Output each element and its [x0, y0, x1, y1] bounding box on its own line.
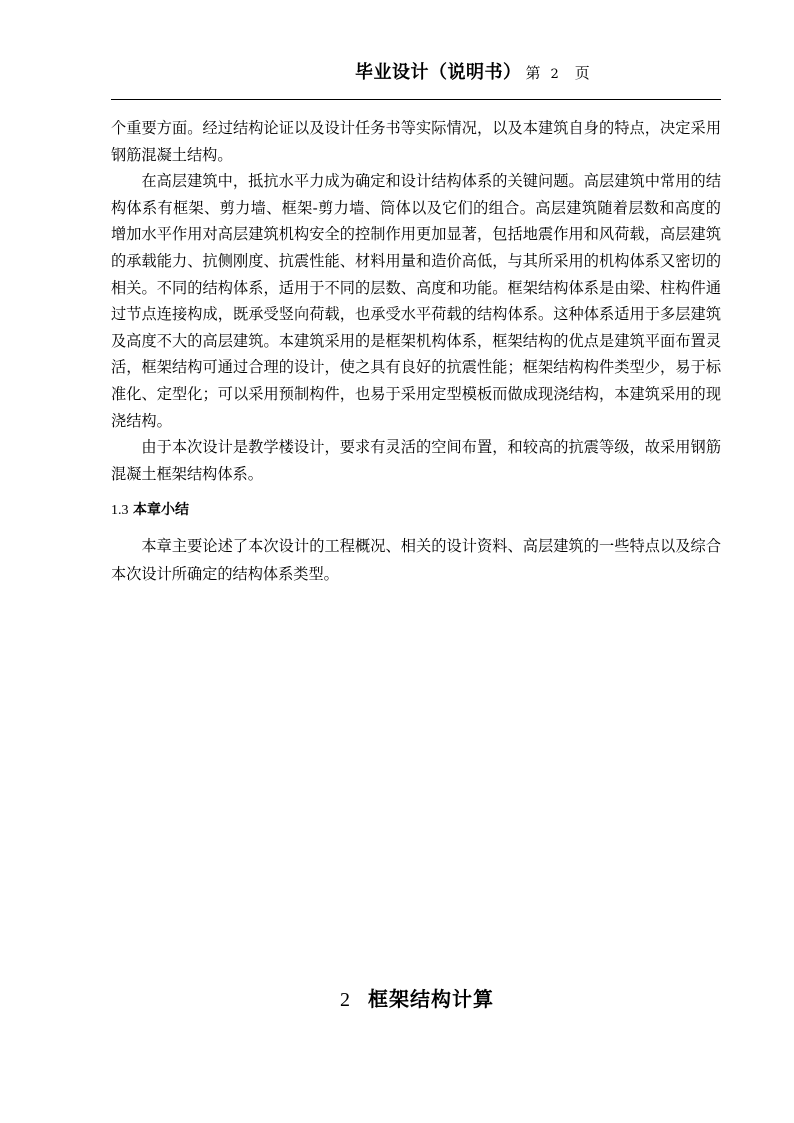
header-page-suffix: 页 [574, 64, 590, 82]
paragraph-structure-conclusion: 由于本次设计是教学楼设计，要求有灵活的空间布置，和较高的抗震等级，故采用钢筋混凝土框架结构体系。 [111, 438, 721, 483]
section-number: 1.3 [111, 503, 129, 519]
chapter-heading [0, 983, 794, 1012]
chapter-title: 框架结构计算 [368, 987, 494, 1011]
header-divider [111, 99, 721, 100]
chapter-number: 2 [340, 989, 350, 1011]
page-header [355, 58, 715, 88]
section-title: 本章小结 [132, 502, 189, 519]
body-text [111, 115, 721, 588]
header-title: 毕业设计（说明书） [355, 62, 522, 83]
paragraph-continued: 个重要方面。经过结构论证以及设计任务书等实际情况，以及本建筑自身的特点，决定采用钢筋混凝土结构。 [111, 119, 721, 164]
header-page-prefix: 第 [525, 64, 541, 82]
header-page-number: 2 [550, 67, 559, 82]
paragraph-chapter-summary: 本章主要论述了本次设计的工程概况、相关的设计资料、高层建筑的一些特点以及综合本次设计所确定的结构体系类型。 [111, 537, 721, 584]
section-heading [111, 497, 721, 524]
paragraph-highrise-structure: 在高层建筑中，抵抗水平力成为确定和设计结构体系的关键问题。高层建筑中常用的结构体系有框架、剪力墙、框架-剪力墙、筒体以及它们的组合。高层建筑随着层数和高度的增加水平作用对高层建筑机构安全的控制作用更加显著，包括地震作用和风荷载，高层建筑的承载能力、抗侧刚度、抗震性能、材料用量和造价高低，与其所采用的机构体系又密切的相关。不同的结构体系，适用于不同的层数、高度和功能。框架结构体系是由梁、柱构件通过节点连接构成，既承受竖向荷载，也承受水平荷载的结构体系。这种体系适用于多层建筑及高度不大的高层建筑。本建筑采用的是框架机构体系，框架结构的优点是建筑平面布置灵活，框架结构可通过合理的设计，使之具有良好的抗震性能；框架结构构件类型少，易于标准化、定型化；可以采用预制构件，也易于采用定型模板而做成现浇结构，本建筑采用的现浇结构。 [111, 172, 721, 430]
